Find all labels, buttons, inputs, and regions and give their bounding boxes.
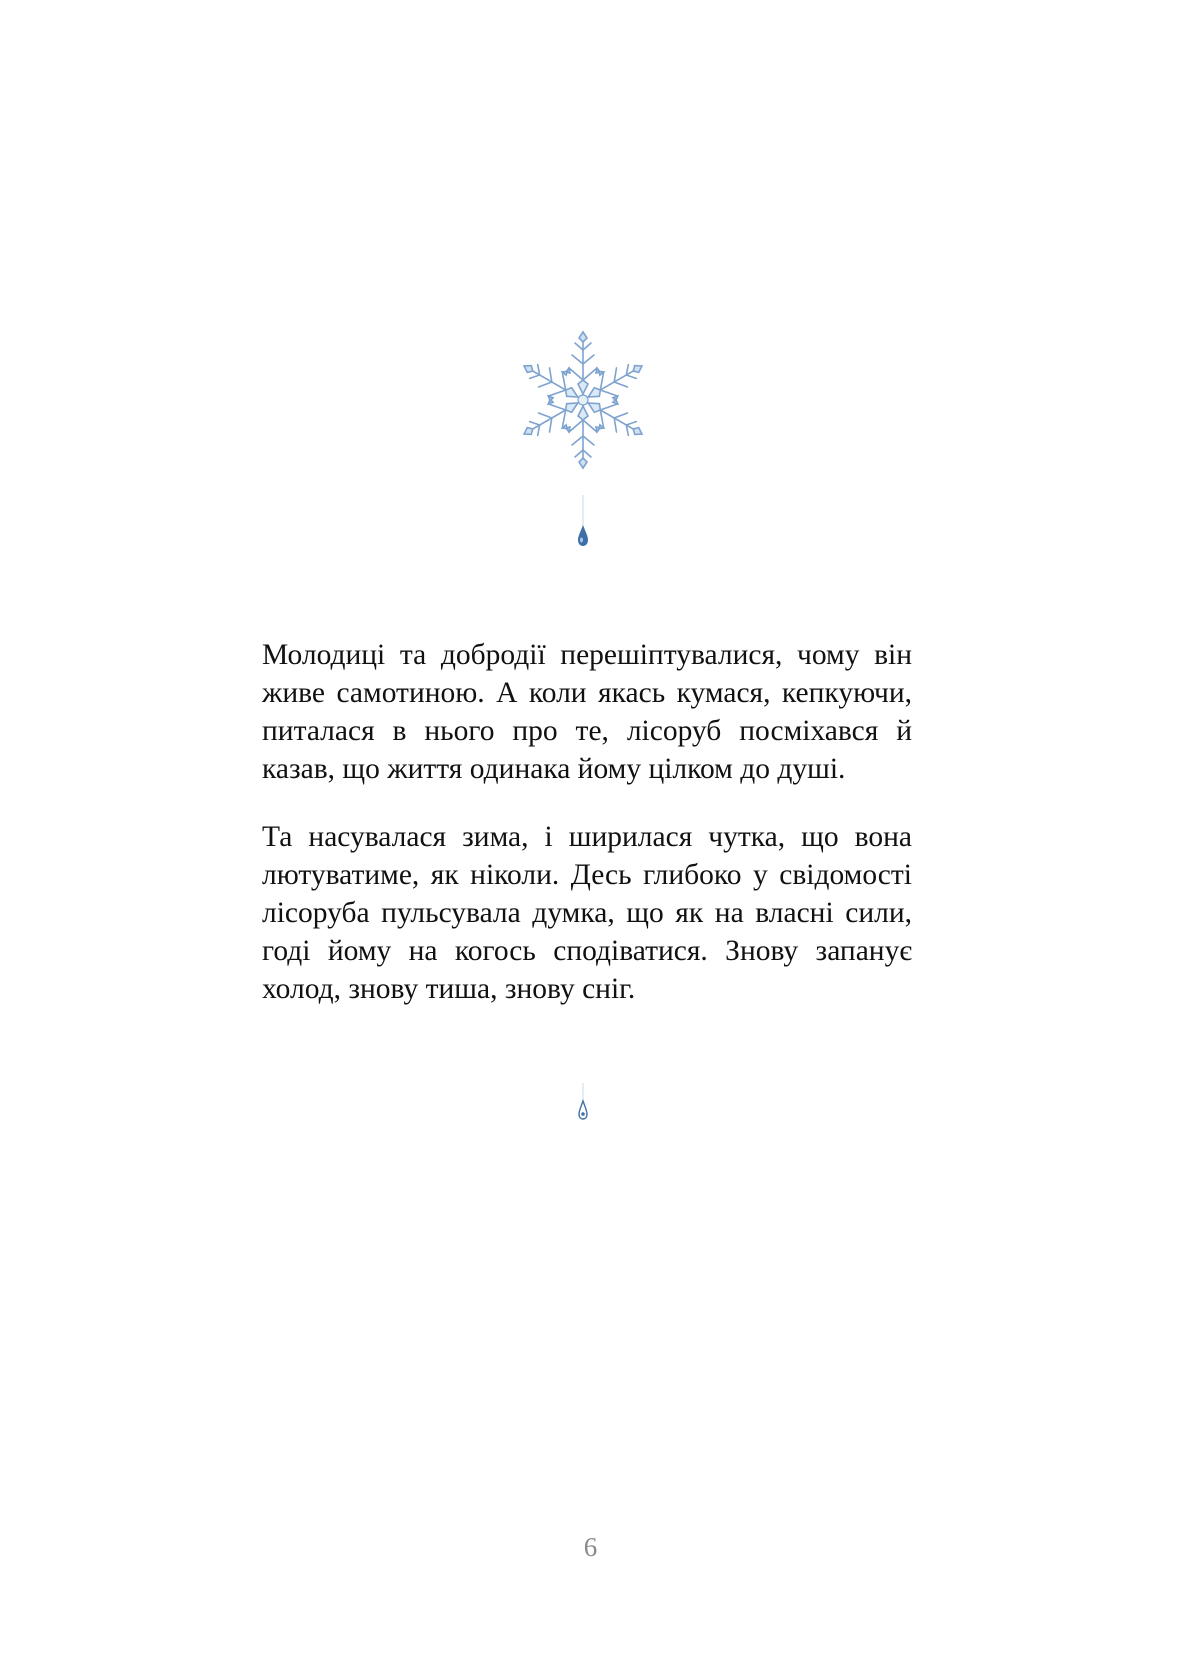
body-text [262, 636, 912, 1038]
water-drop-icon [573, 495, 593, 547]
page-number: 6 [583, 1532, 598, 1562]
water-drop-icon [573, 1083, 593, 1121]
snowflake-icon [508, 325, 658, 475]
paragraph-1: Молодиці та добродії перешіптувалися, чому він живе самотиною. А коли якась кумася, кепкуючи, питалася в нього про те, лісоруб посміхався й казав, що життя одинака йому цілком до душі. [262, 639, 912, 785]
paragraph-2: Та насувалася зима, і ширилася чутка, що вона лютуватиме, як ніколи. Десь глибоко у свідомості лісоруба пульсувала думка, що як на власні сили, годі йому на когось сподіватися. Знову запанує холод, знову тиша, знову сніг. [262, 821, 912, 1005]
